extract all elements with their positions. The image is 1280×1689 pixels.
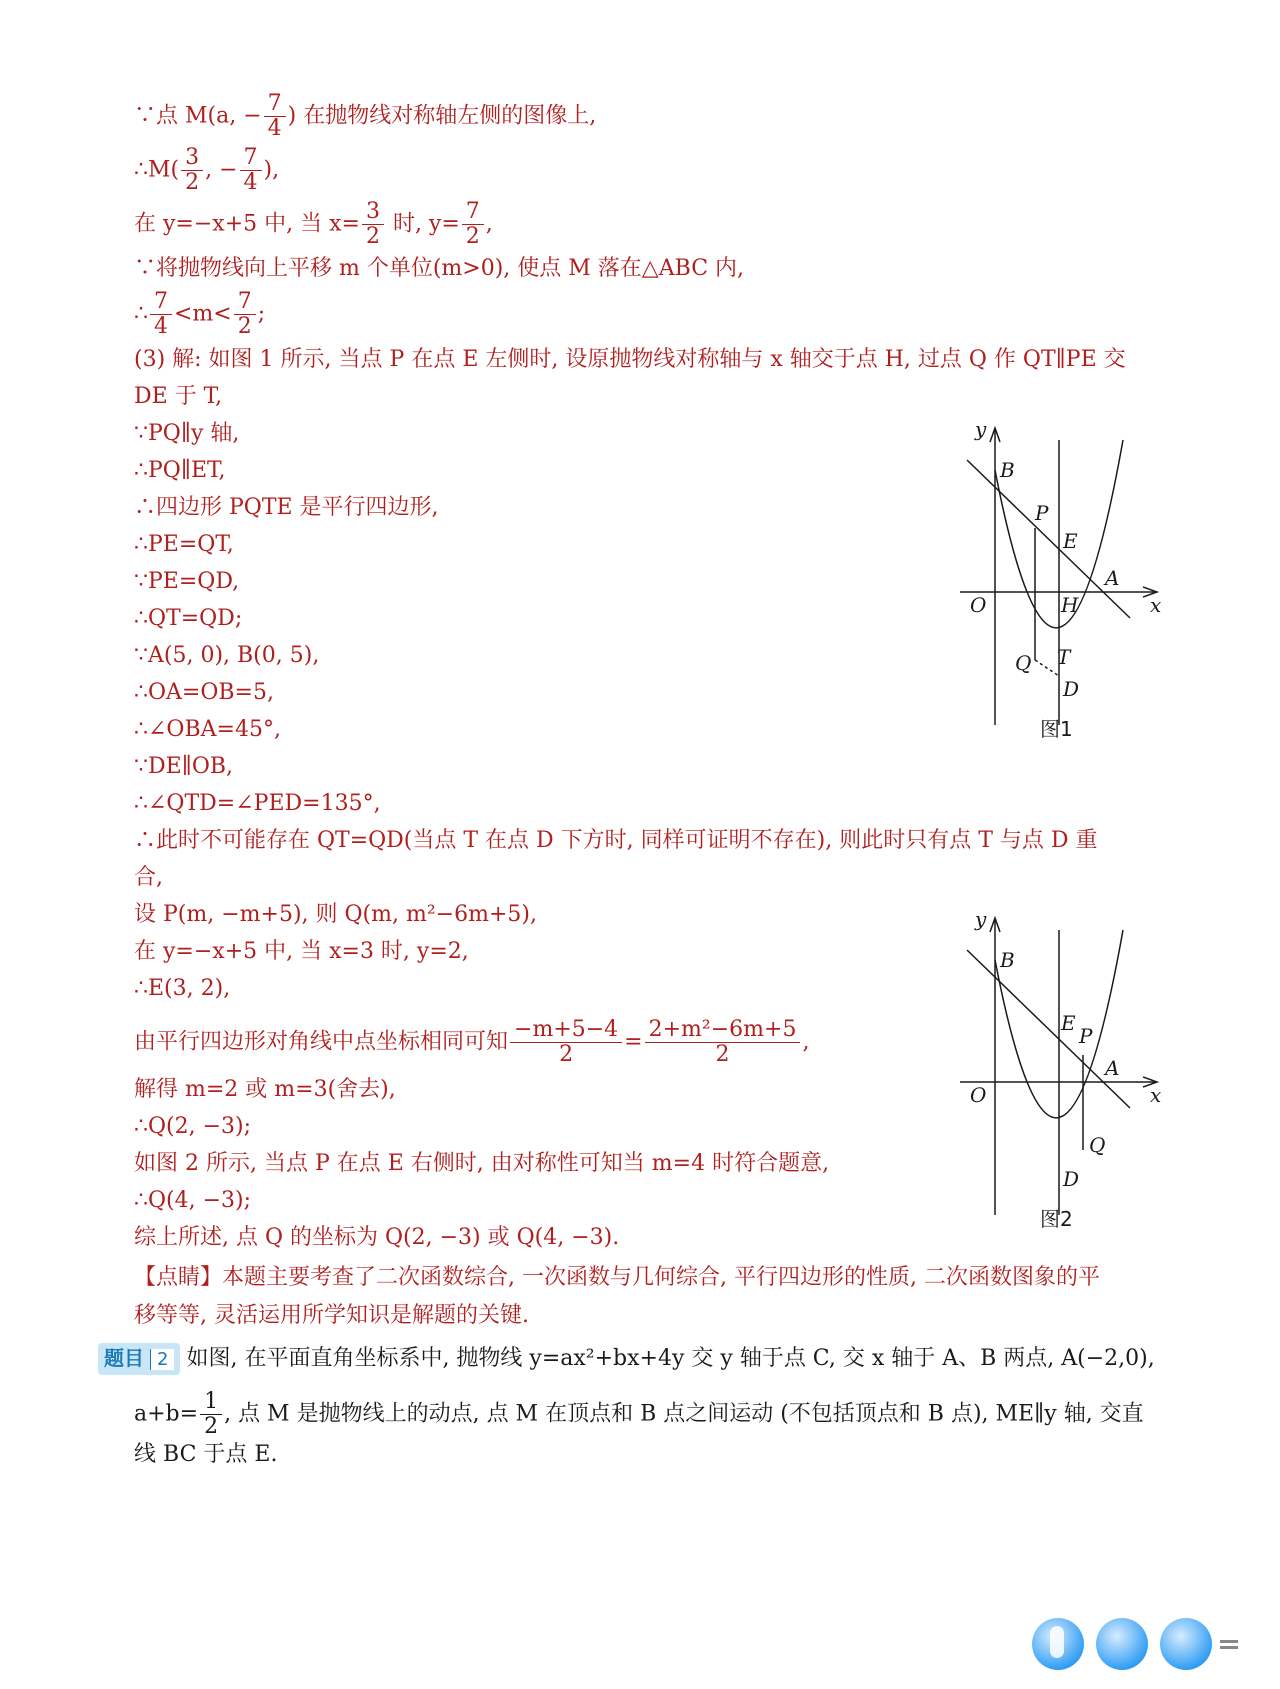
line-17: ∵DE∥OB, <box>134 754 234 779</box>
svg-text:E: E <box>1061 1011 1076 1035</box>
svg-text:D: D <box>1063 677 1080 701</box>
line-5: ∴ $\frac{7}{4}$ <m< $\frac{7}{2}$ ; <box>134 289 266 339</box>
svg-text:D: D <box>1063 1167 1080 1191</box>
problem-2-line-1: 题目 2 如图, 在平面直角坐标系中, 抛物线 y=ax²+bx+4y 交 y 轴于点 C, 交 x 轴于 A、B 两点, A(−2,0), <box>98 1343 1155 1375</box>
line-22: 在 y=−x+5 中, 当 x=3 时, y=2, <box>134 939 469 964</box>
fraction: $\frac{-m+5-4}{2}$ <box>510 1018 622 1067</box>
line-6: (3) 解: 如图 1 所示, 当点 P 在点 E 左侧时, 设原抛物线对称轴与 x 轴交于点 H, 过点 Q 作 QT∥PE 交 <box>134 347 1126 372</box>
line-31: 移等等, 灵活运用所学知识是解题的关键. <box>134 1303 529 1328</box>
line-26: ∴Q(2, −3); <box>134 1114 252 1139</box>
fraction: $\frac{3}{2}$ <box>362 200 384 249</box>
svg-text:P: P <box>1035 501 1049 525</box>
line-3: 在 y=−x+5 中, 当 x= $\frac{3}{2}$ 时, y= $\frac{7}{2}$ , <box>134 199 493 249</box>
line-30: 【点睛】本题主要考查了二次函数综合, 一次函数与几何综合, 平行四边形的性质, 二次函数图象的平 <box>134 1265 1100 1290</box>
line-10: ∴四边形 PQTE 是平行四边形, <box>134 495 439 520</box>
line-28: ∴Q(4, −3); <box>134 1188 252 1213</box>
svg-text:A: A <box>1105 566 1120 590</box>
line-19: ∴此时不可能存在 QT=QD(当点 T 在点 D 下方时, 同样可证明不存在), 则此时只有点 T 与点 D 重 <box>134 828 1098 853</box>
line-1: ∵点 M(a, − $\frac{7}{4}$ ) 在抛物线对称轴左侧的图像上, <box>134 91 597 141</box>
line-20: 合, <box>134 865 163 890</box>
line-29: 综上所述, 点 Q 的坐标为 Q(2, −3) 或 Q(4, −3). <box>134 1225 620 1250</box>
line-18: ∴∠QTD=∠PED=135°, <box>134 791 381 816</box>
svg-text:H: H <box>1061 593 1079 617</box>
svg-text:T: T <box>1057 645 1071 669</box>
line-23: ∴E(3, 2), <box>134 976 231 1001</box>
line-14: ∵A(5, 0), B(0, 5), <box>134 643 320 668</box>
line-11: ∴PE=QT, <box>134 532 234 557</box>
line-25: 解得 m=2 或 m=3(舍去), <box>134 1077 396 1102</box>
bubble-2 <box>1096 1618 1148 1670</box>
line-8: ∵PQ∥y 轴, <box>134 421 240 446</box>
fraction: $\frac{7}{4}$ <box>264 92 286 141</box>
svg-text:y: y <box>975 420 987 441</box>
fraction: $\frac{\text{2+m²−6m+5}}{2}$ <box>645 1018 801 1067</box>
bubble-3 <box>1160 1618 1212 1670</box>
fraction: $\frac{7}{2}$ <box>462 200 484 249</box>
svg-text:y: y <box>975 910 987 931</box>
line-13: ∴QT=QD; <box>134 606 243 631</box>
svg-text:x: x <box>1150 1083 1162 1107</box>
problem-2-line-3: 线 BC 于点 E. <box>134 1442 278 1467</box>
figure-1 <box>955 420 1185 754</box>
svg-text:图2: 图2 <box>1040 1207 1073 1231</box>
svg-text:B: B <box>1000 948 1015 972</box>
line-7: DE 于 T, <box>134 384 223 409</box>
fraction: $\frac{7}{4}$ <box>150 290 172 339</box>
fraction: $\frac{7}{4}$ <box>240 146 262 195</box>
svg-text:Q: Q <box>1015 651 1032 675</box>
svg-text:x: x <box>1150 593 1162 617</box>
line-21: 设 P(m, −m+5), 则 Q(m, m²−6m+5), <box>134 902 537 927</box>
svg-text:P: P <box>1079 1024 1093 1048</box>
line-2: ∴M( $\frac{3}{2}$ , − $\frac{7}{4}$ ), <box>134 145 280 195</box>
svg-text:O: O <box>970 1083 987 1107</box>
fraction: $\frac{1}{2}$ <box>200 1390 222 1439</box>
line-16: ∴∠OBA=45°, <box>134 717 281 742</box>
svg-text:O: O <box>970 593 987 617</box>
decorative-bubbles <box>1030 1612 1250 1676</box>
svg-text:E: E <box>1063 529 1078 553</box>
svg-text:A: A <box>1105 1056 1120 1080</box>
svg-text:Q: Q <box>1089 1133 1106 1157</box>
fraction: $\frac{3}{2}$ <box>181 146 203 195</box>
line-27: 如图 2 所示, 当点 P 在点 E 右侧时, 由对称性可知当 m=4 时符合题意, <box>134 1151 830 1176</box>
svg-text:B: B <box>1000 458 1015 482</box>
problem-tag: 题目 2 <box>98 1343 180 1375</box>
line-12: ∵PE=QD, <box>134 569 240 594</box>
fraction: $\frac{7}{2}$ <box>234 290 256 339</box>
line-9: ∴PQ∥ET, <box>134 458 226 483</box>
line-24: 由平行四边形对角线中点坐标相同可知 $\frac{-m+5-4}{2}$ = $\frac{\text{2+m²−6m+5}}{2}$ , <box>134 1017 810 1067</box>
figure-2 <box>955 910 1185 1244</box>
svg-text:图1: 图1 <box>1040 717 1073 741</box>
line-4: ∵将抛物线向上平移 m 个单位(m>0), 使点 M 落在△ABC 内, <box>134 256 745 281</box>
line-15: ∴OA=OB=5, <box>134 680 274 705</box>
problem-2-line-2: a+b= $\frac{1}{2}$ , 点 M 是抛物线上的动点, 点 M 在顶点和 B 点之间运动 (不包括顶点和 B 点), ME∥y 轴, 交直 <box>134 1389 1144 1439</box>
